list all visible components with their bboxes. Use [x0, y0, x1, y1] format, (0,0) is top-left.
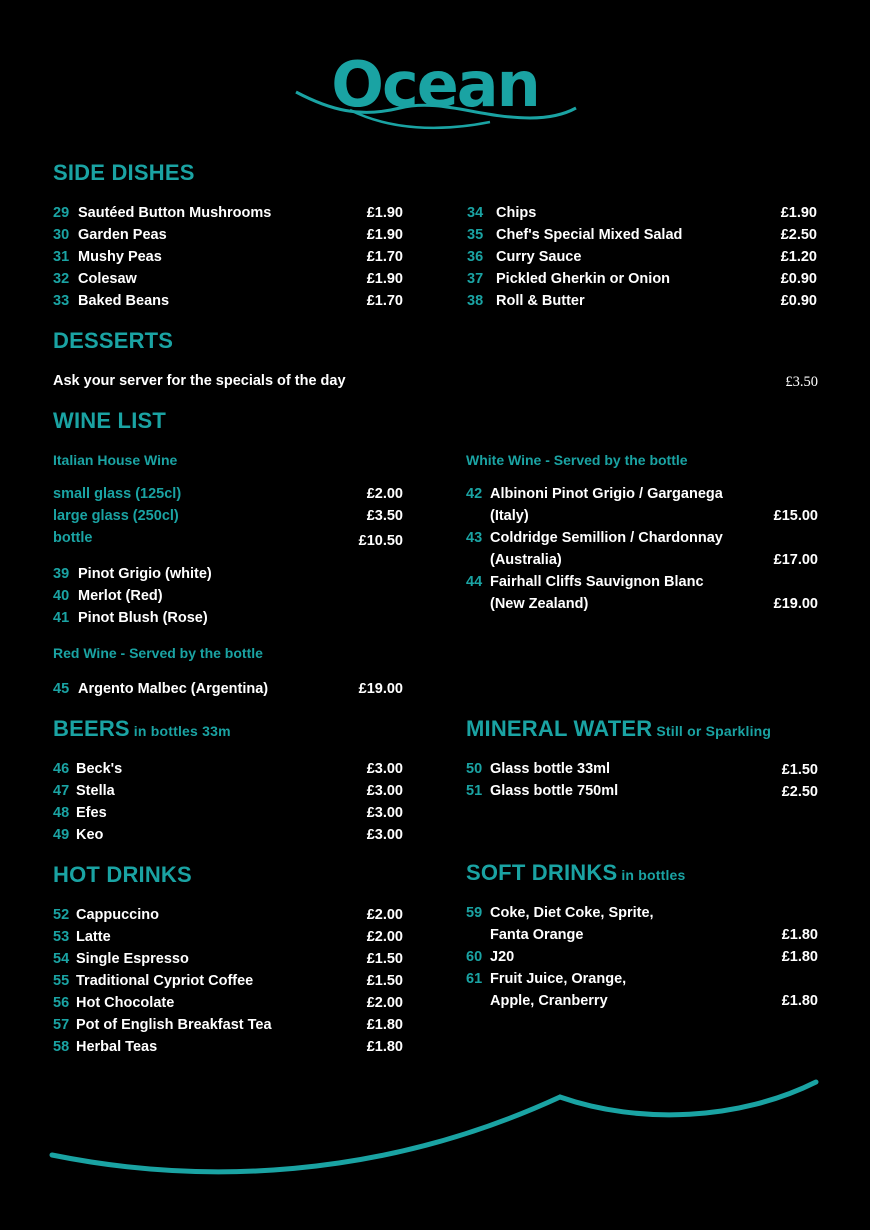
- menu-item: 38 Roll & Butter £0.90: [467, 293, 817, 309]
- mineral-water-title: MINERAL WATER Still or Sparkling: [466, 716, 772, 741]
- soft-drinks-subtitle: in bottles: [621, 867, 686, 883]
- house-wine-title: Italian House Wine: [53, 452, 178, 468]
- menu-item: 58 Herbal Teas £1.80: [53, 1039, 403, 1055]
- menu-item: 41 Pinot Blush (Rose): [53, 610, 208, 626]
- soft-drinks-list: [466, 905, 818, 1015]
- glass-price-row: small glass (125cl) £2.00: [53, 486, 403, 502]
- menu-item: 42 Albinoni Pinot Grigio / Garganega (Italy) £15.00: [466, 486, 818, 524]
- side-dishes-title: SIDE DISHES: [53, 160, 195, 185]
- desserts-price: £3.50: [785, 374, 818, 390]
- menu-item: 43 Coldridge Semillion / Chardonnay (Australia) £17.00: [466, 530, 818, 568]
- glass-price-row: bottle £10.50: [53, 530, 403, 549]
- white-wine-list: [466, 486, 818, 618]
- white-wine-title: White Wine - Served by the bottle: [466, 452, 688, 468]
- menu-item: 35 Chef's Special Mixed Salad £2.50: [467, 227, 817, 243]
- menu-item: 29 Sautéed Button Mushrooms £1.90: [53, 205, 403, 221]
- decorative-wave: [0, 1060, 870, 1200]
- menu-item: 48 Efes £3.00: [53, 805, 403, 821]
- soft-drinks-title: SOFT DRINKS in bottles: [466, 860, 686, 885]
- side-dishes-right-list: [467, 205, 817, 315]
- red-wine-title: Red Wine - Served by the bottle: [53, 645, 263, 661]
- side-dishes-left-list: [53, 205, 403, 315]
- menu-item: 56 Hot Chocolate £2.00: [53, 995, 403, 1011]
- menu-item: 40 Merlot (Red): [53, 588, 163, 604]
- menu-item: 39 Pinot Grigio (white): [53, 566, 212, 582]
- menu-item: 33 Baked Beans £1.70: [53, 293, 403, 309]
- mineral-water-subtitle: Still or Sparkling: [656, 723, 772, 739]
- menu-item: 55 Traditional Cypriot Coffee £1.50: [53, 973, 403, 989]
- menu-item: 36 Curry Sauce £1.20: [467, 249, 817, 265]
- desserts-title: DESSERTS: [53, 328, 174, 353]
- menu-item: 30 Garden Peas £1.90: [53, 227, 403, 243]
- red-wine-list: [53, 681, 403, 703]
- desserts-note: Ask your server for the specials of the day: [53, 373, 346, 389]
- house-wine-list: [53, 566, 403, 632]
- menu-item: 50 Glass bottle 33ml £1.50: [466, 761, 818, 778]
- beers-subtitle: in bottles 33m: [133, 723, 231, 739]
- menu-item: 37 Pickled Gherkin or Onion £0.90: [467, 271, 817, 287]
- house-wine-glass-list: [53, 486, 403, 552]
- menu-item: 49 Keo £3.00: [53, 827, 403, 843]
- menu-item: 59 Coke, Diet Coke, Sprite, Fanta Orange £1.80: [466, 905, 818, 943]
- menu-item: 46 Beck's £3.00: [53, 761, 403, 777]
- menu-item: 44 Fairhall Cliffs Sauvignon Blanc (New Zealand) £19.00: [466, 574, 818, 612]
- glass-price-row: large glass (250cl) £3.50: [53, 508, 403, 524]
- hot-drinks-title: HOT DRINKS: [53, 862, 192, 887]
- wave-line: [52, 1082, 816, 1172]
- logo-text: Ocean: [331, 48, 539, 121]
- beers-title: BEERS in bottles 33m: [53, 716, 231, 741]
- menu-item: 32 Colesaw £1.90: [53, 271, 403, 287]
- menu-item: 54 Single Espresso £1.50: [53, 951, 403, 967]
- menu-item: 52 Cappuccino £2.00: [53, 907, 403, 923]
- menu-item: 60 J20 £1.80: [466, 949, 818, 965]
- menu-item: 61 Fruit Juice, Orange, Apple, Cranberry £1.80: [466, 971, 818, 1009]
- menu-item: 47 Stella £3.00: [53, 783, 403, 799]
- menu-item: 31 Mushy Peas £1.70: [53, 249, 403, 265]
- ocean-logo: [290, 48, 580, 138]
- menu-item: 34 Chips £1.90: [467, 205, 817, 221]
- menu-item: 53 Latte £2.00: [53, 929, 403, 945]
- menu-item: 51 Glass bottle 750ml £2.50: [466, 783, 818, 800]
- menu-item: 57 Pot of English Breakfast Tea £1.80: [53, 1017, 403, 1033]
- beers-list: [53, 761, 403, 849]
- wine-list-title: WINE LIST: [53, 408, 167, 433]
- mineral-water-list: [466, 761, 818, 805]
- menu-item: 45 Argento Malbec (Argentina) £19.00: [53, 681, 403, 697]
- hot-drinks-list: [53, 907, 403, 1061]
